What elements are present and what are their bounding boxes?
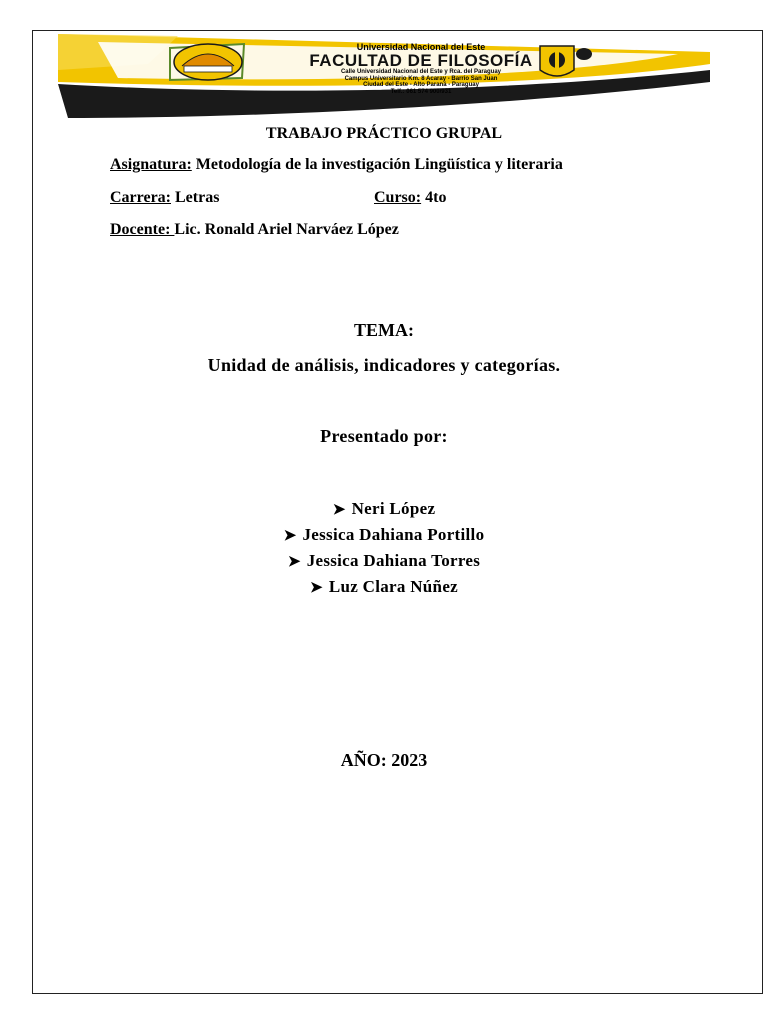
carrera-line xyxy=(110,189,219,207)
address-line: Calle Universidad Nacional del Este y Rca. del Paraguay xyxy=(340,69,502,75)
carrera-label: Carrera: xyxy=(110,189,171,206)
header-banner xyxy=(58,34,710,118)
arrow-bullet-icon: ➤ xyxy=(283,528,297,544)
document-title: TRABAJO PRÁCTICO GRUPAL xyxy=(265,125,503,142)
student-name: Neri López xyxy=(351,499,436,518)
university-name: Universidad Nacional del Este xyxy=(356,42,486,52)
year-label: AÑO: 2023 xyxy=(340,750,428,770)
docente-line xyxy=(110,221,399,239)
students-list xyxy=(0,496,768,600)
list-item xyxy=(0,496,768,522)
tema-value: Unidad de análisis, indicadores y categorías. xyxy=(207,355,561,375)
asignatura-line xyxy=(110,156,563,174)
student-name: Jessica Dahiana Portillo xyxy=(302,525,485,544)
asignatura-label: Asignatura: xyxy=(110,156,192,173)
address-line: Telf.: 061 574 900/931 xyxy=(390,88,452,95)
list-item xyxy=(0,522,768,548)
list-item xyxy=(0,548,768,574)
tema-label: TEMA: xyxy=(354,320,414,340)
student-name: Luz Clara Núñez xyxy=(328,577,459,596)
presentado-label: Presentado por: xyxy=(320,426,448,446)
curso-value: 4to xyxy=(421,189,447,206)
faculty-name: FACULTAD DE FILOSOFÍA xyxy=(309,51,533,70)
list-item xyxy=(0,574,768,600)
address-line: Ciudad del Este - Alto Paraná - Paraguay xyxy=(363,82,479,89)
arrow-bullet-icon: ➤ xyxy=(332,502,346,518)
curso-label: Curso: xyxy=(374,189,422,206)
asignatura-value: Metodología de la investigación Lingüística y literaria xyxy=(191,156,563,173)
arrow-bullet-icon: ➤ xyxy=(309,580,323,596)
carrera-value: Letras xyxy=(171,189,220,206)
student-name: Jessica Dahiana Torres xyxy=(306,551,481,570)
university-logo-icon xyxy=(174,44,242,80)
address-line: Campus Universitario Km. 8 Acaray - Barrio San Juan xyxy=(344,75,498,82)
arrow-bullet-icon: ➤ xyxy=(287,554,301,570)
docente-value: Lic. Ronald Ariel Narváez López xyxy=(174,221,399,238)
curso-line xyxy=(374,189,446,207)
docente-label: Docente: xyxy=(110,221,175,238)
header-text xyxy=(256,42,586,95)
